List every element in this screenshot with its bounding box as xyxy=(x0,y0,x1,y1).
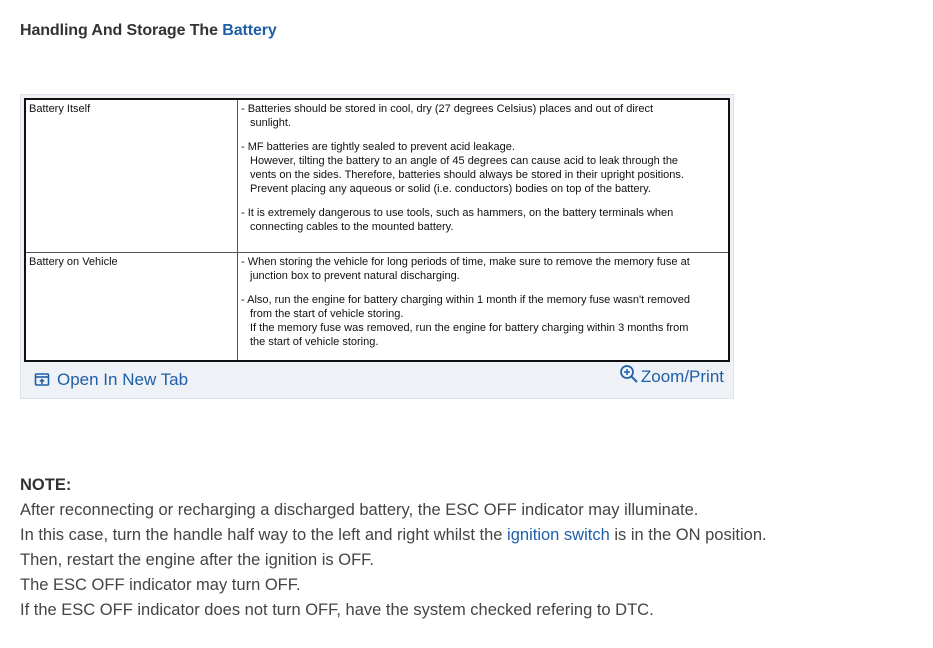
table-row-label: Battery Itself xyxy=(26,100,238,253)
battery-storage-table xyxy=(24,98,730,362)
bullet-line: junction box to prevent natural discharging. xyxy=(250,270,460,282)
note-line: Then, restart the engine after the ignition is OFF. xyxy=(20,551,375,569)
open-in-new-tab-label: Open In New Tab xyxy=(57,370,189,389)
note-line: After reconnecting or recharging a discharged battery, the ESC OFF indicator may illuminate. xyxy=(20,501,699,519)
table-row xyxy=(26,100,728,253)
list-item xyxy=(241,255,725,283)
note-line: The ESC OFF indicator may turn OFF. xyxy=(20,576,301,594)
bullet-line: However, tilting the battery to an angle of 45 degrees can cause acid to leak through the xyxy=(250,155,679,167)
table-row-content xyxy=(238,100,729,253)
heading-text: Handling And Storage The xyxy=(20,22,223,39)
bullet-line: - When storing the vehicle for long periods of time, make sure to remove the memory fuse at xyxy=(241,256,690,268)
ignition-switch-link[interactable]: ignition switch xyxy=(507,526,610,544)
bullet-line: connecting cables to the mounted battery. xyxy=(250,221,454,233)
bullet-line: vents on the sides. Therefore, batteries should always be stored in their upright positions. xyxy=(250,169,684,181)
note-text: is in the ON position. xyxy=(609,526,767,544)
list-item xyxy=(241,140,725,196)
section-heading xyxy=(20,22,277,40)
bullet-line: the start of vehicle storing. xyxy=(250,336,379,348)
bullet-line: Prevent placing any aqueous or solid (i.e. conductors) bodies on top of the battery. xyxy=(250,183,651,195)
bullet-line: from the start of vehicle storing. xyxy=(250,308,404,320)
table-row-label: Battery on Vehicle xyxy=(26,253,238,361)
list-item xyxy=(241,206,725,234)
table-row xyxy=(26,253,728,361)
note-line: If the ESC OFF indicator does not turn OFF, have the system checked refering to DTC. xyxy=(20,601,654,619)
note-block xyxy=(20,473,767,623)
bullet-line: sunlight. xyxy=(250,117,291,129)
open-new-tab-icon xyxy=(34,372,50,388)
bullet-line: - Batteries should be stored in cool, dry (27 degrees Celsius) places and out of direct xyxy=(241,103,654,115)
figure-toolbar xyxy=(21,363,733,397)
bullet-line: - Also, run the engine for battery charging within 1 month if the memory fuse wasn't removed xyxy=(241,294,691,306)
note-line xyxy=(20,523,767,548)
list-item xyxy=(241,293,725,349)
table-row-content xyxy=(238,253,729,361)
list-item xyxy=(241,102,725,130)
bullet-line: If the memory fuse was removed, run the engine for battery charging within 3 months from xyxy=(250,322,689,334)
zoom-in-icon xyxy=(619,364,639,384)
open-in-new-tab-button[interactable] xyxy=(34,370,188,390)
note-title: NOTE: xyxy=(20,476,72,494)
bullet-line: - MF batteries are tightly sealed to prevent acid leakage. xyxy=(241,141,515,153)
zoom-print-button[interactable] xyxy=(619,367,724,387)
spec-table xyxy=(26,100,728,360)
battery-link[interactable]: Battery xyxy=(222,22,277,39)
note-text: In this case, turn the handle half way to the left and right whilst the xyxy=(20,526,508,544)
bullet-line: - It is extremely dangerous to use tools, such as hammers, on the battery terminals when xyxy=(241,207,674,219)
zoom-print-label: Zoom/Print xyxy=(640,367,724,386)
figure-container xyxy=(20,94,734,399)
